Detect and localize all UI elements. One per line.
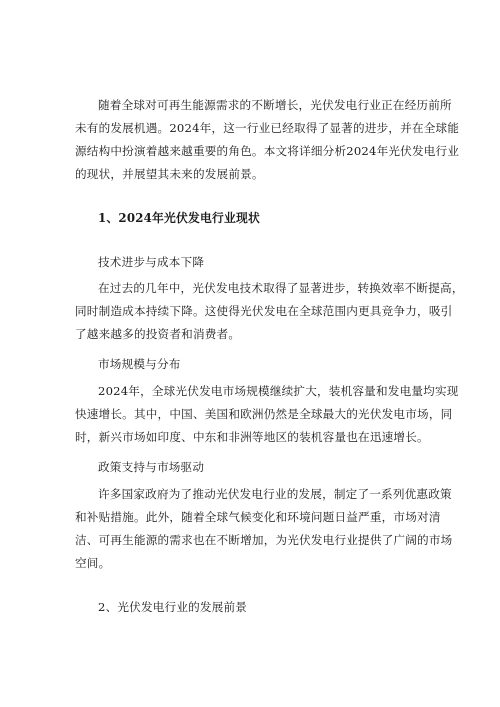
text-line: 在过去的几年中，光伏发电技术取得了显著进步，转换效率不断提高， <box>98 281 464 295</box>
section-heading-2: 2、光伏发电行业的发展前景 <box>98 600 248 614</box>
text-line: 洁、可再生能源的需求也在不断增加，为光伏发电行业提供了广阔的市场 <box>75 533 453 547</box>
text-line: 许多国家政府为了推动光伏发电行业的发展，制定了一系列优惠政策 <box>98 487 452 501</box>
text-line: 随着全球对可再生能源需求的不断增长，光伏发电行业正在经历前所 <box>98 98 452 112</box>
subsection-heading-policy: 政策支持与市场驱动 <box>98 460 205 474</box>
text-line: 同时制造成本持续下降。这使得光伏发电在全球范围内更具竞争力，吸引 <box>75 304 453 318</box>
text-line: 未有的发展机遇。2024年，这一行业已经取得了显著的进步，并在全球能 <box>75 121 460 135</box>
text-line: 的现状，并展望其未来的发展前景。 <box>75 167 264 181</box>
policy-paragraph <box>75 483 453 575</box>
text-line: 了越来越多的投资者和消费者。 <box>75 327 241 341</box>
intro-paragraph <box>75 94 460 186</box>
text-line: 2024年，全球光伏发电市场规模继续扩大，装机容量和发电量均实现 <box>98 384 459 398</box>
market-paragraph <box>75 380 459 449</box>
text-line: 时，新兴市场如印度、中东和非洲等地区的装机容量也在迅速增长。 <box>75 430 429 444</box>
text-line: 和补贴措施。此外，随着全球气候变化和环境问题日益严重，市场对清 <box>75 510 441 524</box>
text-line: 快速增长。其中，中国、美国和欧洲仍然是全球最大的光伏发电市场，同 <box>75 407 453 421</box>
section-heading-1: 1、2024年光伏发电行业现状 <box>98 211 261 225</box>
text-line: 源结构中扮演着越来越重要的角色。本文将详细分析2024年光伏发电行业 <box>75 144 460 158</box>
tech-paragraph <box>75 277 464 346</box>
subsection-heading-market: 市场规模与分布 <box>98 357 181 371</box>
subsection-heading-tech: 技术进步与成本下降 <box>98 255 205 269</box>
text-line: 空间。 <box>75 556 111 570</box>
